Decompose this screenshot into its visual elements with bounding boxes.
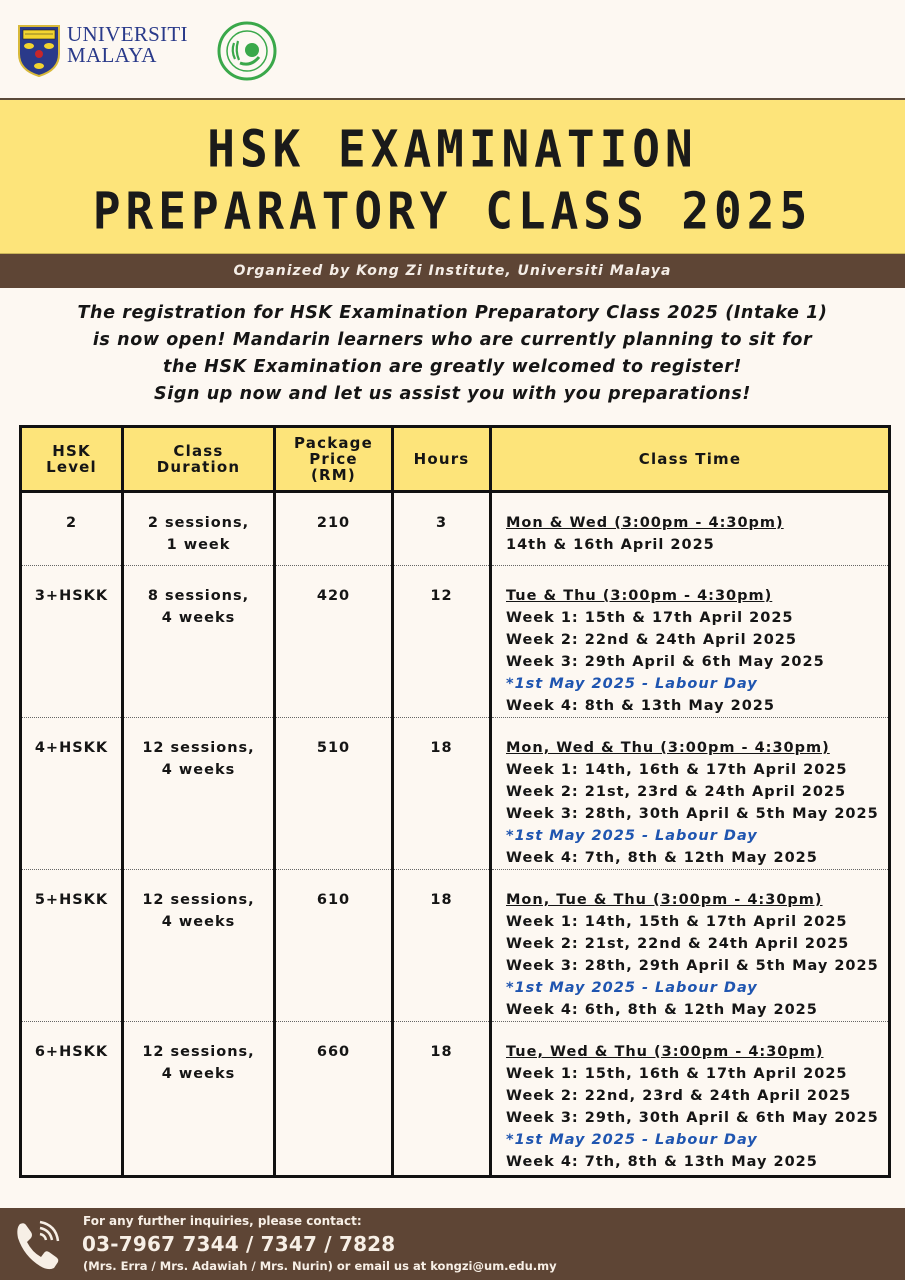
duration-weeks: 4 weeks [161,610,236,626]
schedule-table [19,425,891,1178]
class-days-time: Tue, Wed & Thu (3:00pm - 4:30pm) [506,1044,824,1060]
cell-class-time [491,492,890,566]
cell-hours: 18 [393,870,491,1022]
schedule-dates: Week 1: 15th & 17th April 2025 [506,610,794,626]
schedule-dates: Week 3: 29th, 30th April & 6th May 2025 [506,1110,879,1126]
duration-weeks: 4 weeks [161,914,236,930]
schedule-dates: Week 3: 29th April & 6th May 2025 [506,654,825,670]
page-title-line2: PREPARATORY CLASS 2025 [92,181,813,241]
cell-hsk-level: 5+HSKK [21,870,123,1022]
cell-class-time [491,870,890,1022]
contact-persons-email[interactable]: (Mrs. Erra / Mrs. Adawiah / Mrs. Nurin) or email us at kongzi@um.edu.my [83,1259,557,1273]
university-crest-icon [17,24,61,78]
class-days-time: Mon, Tue & Thu (3:00pm - 4:30pm) [506,892,823,908]
cell-hours: 12 [393,566,491,718]
schedule-dates: Week 1: 14th, 15th & 17th April 2025 [506,914,848,930]
schedule-dates: Week 1: 14th, 16th & 17th April 2025 [506,762,848,778]
duration-weeks: 1 week [166,537,231,553]
header-text: Price [309,450,358,468]
schedule-dates: Week 2: 22nd & 24th April 2025 [506,632,797,648]
header-text: Class Time [638,450,742,468]
schedule-dates: Week 4: 8th & 13th May 2025 [506,698,775,714]
table-row [21,492,890,566]
header-text: Package [293,434,373,452]
duration-weeks: 4 weeks [161,762,236,778]
schedule-dates: Week 2: 21st, 22nd & 24th April 2025 [506,936,850,952]
intro-line: The registration for HSK Examination Preparatory Class 2025 (Intake 1) [77,303,828,323]
header-package-price [275,427,393,492]
intro-line: is now open! Mandarin learners who are currently planning to sit for [92,330,813,350]
cell-class-time [491,1022,890,1177]
header-text: Level [46,458,97,476]
cell-class-duration [123,566,275,718]
cell-package-price: 210 [275,492,393,566]
header-text: (RM) [311,466,356,484]
title-banner [0,100,905,254]
header-class-duration [123,427,275,492]
intro-paragraph [30,300,875,408]
duration-weeks: 4 weeks [161,1066,236,1082]
header-hours [393,427,491,492]
schedule-dates: 14th & 16th April 2025 [506,537,715,553]
organizer-banner: Organized by Kong Zi Institute, Universiti Malaya [0,254,905,288]
class-days-time: Mon & Wed (3:00pm - 4:30pm) [506,515,784,531]
table-body [21,492,890,1177]
schedule-dates: Week 3: 28th, 30th April & 5th May 2025 [506,806,879,822]
holiday-note: *1st May 2025 - Labour Day [506,1132,758,1148]
holiday-note: *1st May 2025 - Labour Day [506,980,758,996]
intro-line: Sign up now and let us assist you with you preparations! [154,384,751,404]
university-name [67,24,188,66]
cell-class-duration [123,870,275,1022]
duration-sessions: 12 sessions, [142,740,255,756]
header-text: Hours [413,450,470,468]
contact-footer [0,1208,905,1280]
table-header-row [21,427,890,492]
cell-hours: 18 [393,1022,491,1177]
cell-class-time [491,566,890,718]
header-text: Class [173,442,224,460]
contact-phone-numbers[interactable]: 03-7967 7344 / 7347 / 7828 [82,1232,396,1256]
cell-class-duration [123,718,275,870]
contact-prompt: For any further inquiries, please contact: [83,1214,362,1228]
cell-package-price: 420 [275,566,393,718]
cell-class-time [491,718,890,870]
table-row [21,718,890,870]
holiday-note: *1st May 2025 - Labour Day [506,676,758,692]
table-row [21,870,890,1022]
cell-package-price: 660 [275,1022,393,1177]
schedule-dates: Week 4: 7th, 8th & 12th May 2025 [506,850,818,866]
page-title-line1: HSK EXAMINATION [207,119,698,179]
duration-sessions: 12 sessions, [142,892,255,908]
phone-icon [14,1216,64,1272]
header-class-time [491,427,890,492]
cell-hours: 3 [393,492,491,566]
cell-class-duration [123,1022,275,1177]
class-days-time: Mon, Wed & Thu (3:00pm - 4:30pm) [506,740,830,756]
header-hsk-level [21,427,123,492]
schedule-dates: Week 2: 21st, 23rd & 24th April 2025 [506,784,847,800]
duration-sessions: 2 sessions, [147,515,250,531]
cell-package-price: 610 [275,870,393,1022]
table-row [21,566,890,718]
schedule-dates: Week 3: 28th, 29th April & 5th May 2025 [506,958,879,974]
header [0,0,905,98]
intro-line: the HSK Examination are greatly welcomed to register! [163,357,742,377]
table-row [21,1022,890,1177]
schedule-dates: Week 2: 22nd, 23rd & 24th April 2025 [506,1088,852,1104]
cell-package-price: 510 [275,718,393,870]
cell-class-duration [123,492,275,566]
holiday-note: *1st May 2025 - Labour Day [506,828,758,844]
cell-hsk-level: 6+HSKK [21,1022,123,1177]
cell-hsk-level: 3+HSKK [21,566,123,718]
cell-hsk-level: 4+HSKK [21,718,123,870]
schedule-dates: Week 1: 15th, 16th & 17th April 2025 [506,1066,848,1082]
universiti-malaya-logo [17,24,188,78]
university-name-line1: UNIVERSITI [67,22,188,46]
schedule-dates: Week 4: 7th, 8th & 13th May 2025 [506,1154,818,1170]
header-text: HSK [52,442,91,460]
kong-zi-institute-logo-icon [217,21,277,81]
class-days-time: Tue & Thu (3:00pm - 4:30pm) [506,588,773,604]
university-name-line2: MALAYA [67,43,157,67]
header-text: Duration [156,458,241,476]
cell-hours: 18 [393,718,491,870]
duration-sessions: 12 sessions, [142,1044,255,1060]
schedule-dates: Week 4: 6th, 8th & 12th May 2025 [506,1002,818,1018]
cell-hsk-level: 2 [21,492,123,566]
duration-sessions: 8 sessions, [147,588,250,604]
